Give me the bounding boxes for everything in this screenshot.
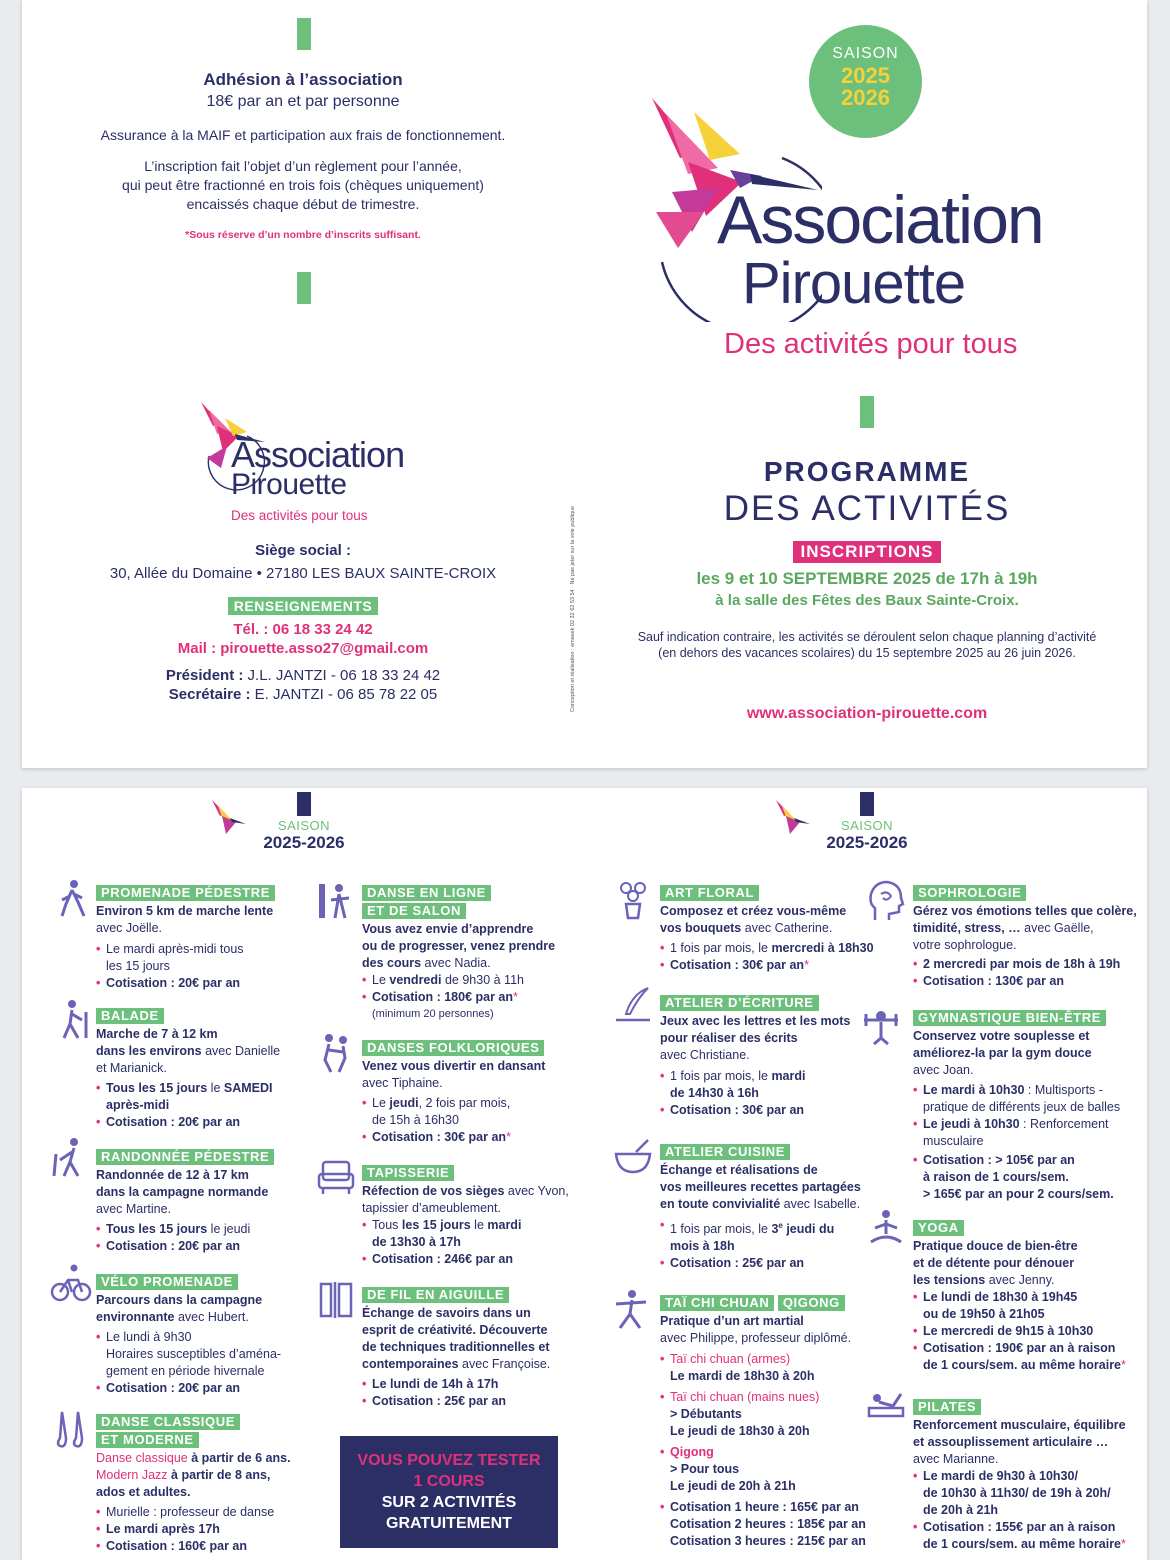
website-link[interactable]: www.association-pirouette.com [746, 705, 988, 722]
print-credit: Conception et réalisation : emasek 02 32 62 53 54 · Ne pas jeter sur la voie publique [570, 505, 576, 712]
activity-title-line2: ET MODERNE [96, 1432, 199, 1448]
adhesion-price: 18€ par an et par personne [206, 93, 400, 110]
activity-title: RANDONNÉE PÉDESTRE [96, 1149, 274, 1165]
activity-promenade: PROMENADE PÉDESTRE Environ 5 km de marche lente avec Joëlle. • Le mardi après-midi tous les 15 jours • Cotisation : 20€ par an [96, 885, 296, 992]
season-header: SAISON 2025-2026 [263, 818, 345, 852]
inscriptions-date: les 9 et 10 SEPTEMBRE 2025 de 17h à 19h [696, 569, 1038, 588]
email: Mail : pirouette.asso27@gmail.com [177, 640, 429, 657]
green-divider [860, 396, 874, 428]
hummingbird-icon [208, 798, 248, 844]
activity-balade: BALADE Marche de 7 à 12 km dans les environs avec Danielle et Marianick. • Tous les 15 jours le SAMEDI après-midi • Cotisation : 20€ par an [96, 1008, 296, 1131]
small-logo-association: Association [231, 434, 405, 475]
activity-title: BALADE [96, 1008, 164, 1024]
navy-divider [297, 792, 311, 816]
season-header: SAISON 2025-2026 [826, 818, 908, 852]
activity-title: YOGA [913, 1220, 964, 1236]
reserve-note: *Sous réserve d’un nombre d’inscrits suffisant. [185, 229, 421, 241]
activity-title: DANSE EN LIGNE [362, 885, 491, 901]
activity-title: PROMENADE PÉDESTRE [96, 885, 275, 901]
main-logo-tagline: Des activités pour tous [724, 328, 1018, 360]
activity-title: VÉLO PROMENADE [96, 1274, 238, 1290]
hiker-icon [52, 998, 94, 1040]
activity-velo: VÉLO PROMENADE Parcours dans la campagne environnante avec Hubert. • Le lundi à 9h30 Horaires susceptibles d’aména- gement en période hivernale • Cotisation : 20€ par an [96, 1274, 296, 1397]
trekker-icon [50, 1136, 92, 1178]
clothes-icon [315, 1278, 357, 1320]
activity-title: ATELIER D’ÉCRITURE [660, 995, 819, 1011]
small-logo [187, 396, 417, 526]
navy-divider [860, 792, 874, 816]
president-line: Président : J.L. JANTZI - 06 18 33 24 42 [165, 667, 441, 684]
brochure-inside [22, 788, 1147, 1560]
activity-title: DANSE CLASSIQUE [96, 1414, 240, 1430]
small-logo-pirouette: Pirouette [231, 468, 347, 501]
activity-fil-aiguille: DE FIL EN AIGUILLE Échange de savoirs dans un esprit de créativité. Découverte de techniques traditionnelles et contemporaines avec Françoise. • Le lundi de 14h à 17h • Cotisation : 25€ par an [362, 1287, 572, 1410]
activity-title: DE FIL EN AIGUILLE [362, 1287, 509, 1303]
schedule-note: Sauf indication contraire, les activités se déroulent selon chaque planning d’activité (en dehors des vacances scolaires) du 15 septembre 2025 au 26 juin 2026. [637, 630, 1097, 660]
main-logo-pirouette: Pirouette [742, 251, 966, 316]
main-logo [622, 92, 1122, 362]
flower-bouquet-icon [612, 878, 654, 920]
green-divider [297, 18, 311, 50]
armchair-icon [315, 1156, 357, 1198]
free-trial-box: VOUS POUVEZ TESTER 1 COURS SUR 2 ACTIVITÉS GRATUITEMENT [340, 1436, 558, 1548]
adhesion-title: Adhésion à l’association [203, 70, 403, 89]
activity-title: PILATES [913, 1399, 981, 1415]
activity-danse-ligne: DANSE EN LIGNE ET DE SALON Vous avez envie d’apprendre ou de progresser, venez prendre des cours avec Nadia. • Le vendredi de 9h30 à 11h • Cotisation : 180€ par an* (minimum 20 personnes) [362, 885, 572, 1023]
quill-pen-icon [612, 984, 654, 1026]
activity-yoga: YOGA Pratique douce de bien-être et de détente pour dénouer les tensions avec Jenny. • Le lundi de 18h30 à 19h45 ou de 19h50 à 21h05 • Le mercredi de 9h15 à 10h30 • Cotisation : 190€ par an à raison de 1 cours/sem. au même horaire* [913, 1220, 1138, 1374]
activity-folkloriques: DANSES FOLKLORIQUES Venez vous divertir en dansant avec Tiphaine. • Le jeudi, 2 fois par mois, de 15h à 16h30 • Cotisation : 30€ par an* [362, 1040, 572, 1146]
activity-ecriture: ATELIER D’ÉCRITURE Jeux avec les lettres et les mots pour réaliser des écrits avec Christiane. • 1 fois par mois, le mardi de 14h30 à 16h • Cotisation : 30€ par an [660, 995, 880, 1119]
ballet-shoes-icon [52, 1408, 94, 1450]
activity-title: SOPHROLOGIE [913, 885, 1026, 901]
activity-title-line2: ET DE SALON [362, 903, 466, 919]
activity-danse-classique: DANSE CLASSIQUE ET MODERNE Danse classique à partir de 6 ans. Modern Jazz à partir de 8 ans, ados et adultes. • Murielle : professeur de danse • Le mardi après 17h • Cotisation : 160€ par an [96, 1414, 306, 1555]
green-divider [297, 272, 311, 304]
activity-pilates: PILATES Renforcement musculaire, équilibre et assouplissement articulaire … avec Marianne. • Le mardi de 9h30 à 10h30/ de 10h30 à 11h30/ de 19h à 20h/ de 20h à 21h • Cotisation : 155€ par an à raison de 1 cours/sem. au même horaire* [913, 1399, 1138, 1553]
programme-title: PROGRAMME [763, 456, 971, 487]
hummingbird-icon [772, 798, 812, 844]
brochure-cover [22, 0, 1147, 768]
programme-section [607, 456, 1127, 723]
walking-person-icon [52, 878, 94, 920]
martial-arts-icon [610, 1288, 652, 1330]
activity-title: ART FLORAL [660, 885, 759, 901]
activity-cuisine: ATELIER CUISINE Échange et réalisations de vos meilleures recettes partagées en toute convivialité avec Isabelle. • 1 fois par mois, le 3e jeudi du mois à 18h • Cotisation : 25€ par an [660, 1144, 880, 1272]
bicycle-icon [50, 1262, 92, 1304]
activity-sophrologie: SOPHROLOGIE Gérez vos émotions telles que colère, timidité, stress, … avec Gaëlle, votre sophrologue. • 2 mercredi par mois de 18h à 19h • Cotisation : 130€ par an [913, 885, 1138, 990]
inscriptions-label: INSCRIPTIONS [793, 541, 942, 563]
activity-title: GYMNASTIQUE BIEN-ÊTRE [913, 1010, 1106, 1026]
payment-text: L’inscription fait l’objet d’un règlement pour l’année, qui peut être fractionné en trois fois (chèques uniquement) encaissés chaque début de trimestre. [122, 158, 484, 212]
activity-title-qigong: QIGONG [778, 1295, 845, 1311]
main-logo-association: Association [717, 182, 1043, 258]
activity-randonnee: RANDONNÉE PÉDESTRE Randonnée de 12 à 17 km dans la campagne normande avec Martine. • Tous les 15 jours le jeudi • Cotisation : 20€ par an [96, 1149, 296, 1255]
adhesion-section [62, 70, 544, 241]
mixing-bowl-icon [612, 1136, 654, 1178]
activity-title: TAÏ CHI CHUAN [660, 1295, 774, 1311]
activity-gymnastique: GYMNASTIQUE BIEN-ÊTRE Conservez votre souplesse et améliorez-la par la gym douce avec Joan. • Le mardi à 10h30 : Multisports - pratique de différents jeux de balles • Le jeudi à 10h30 : Renforcement musculaire • Cotisation : > 105€ par an à raison de 1 cours/sem. > 165€ par an pour 2 cours/sem. [913, 1010, 1138, 1203]
activity-tai-chi: TAÏ CHI CHUAN QIGONG Pratique d’un art martial avec Philippe, professeur diplômé. • Taï chi chuan (armes) Le mardi de 18h30 à 20h • Taï chi chuan (mains nues) > Débutants Le jeudi de 18h30 à 20h • Qigong > Pour tous Le jeudi de 20h à 21h • Cotisation 1 heure : 165€ par an Cotisation 2 heures : 185€ par an Cotisation 3 heures : 215€ par an [660, 1295, 890, 1550]
saison-badge: SAISON 2025 2026 [809, 25, 922, 138]
siege-label: Siège social : [255, 542, 351, 559]
small-logo-tagline: Des activités pour tous [231, 508, 368, 523]
activity-art-floral: ART FLORAL Composez et créez vous-même vos bouquets avec Catherine. • 1 fois par mois, le mercredi à 18h30 • Cotisation : 30€ par an* [660, 885, 880, 974]
phone: Tél. : 06 18 33 24 42 [233, 621, 373, 638]
insurance-text: Assurance à la MAIF et participation aux frais de fonctionnement. [100, 127, 506, 143]
renseignements-label: RENSEIGNEMENTS [228, 597, 378, 615]
inscriptions-place: à la salle des Fêtes des Baux Sainte-Croix. [715, 592, 1019, 609]
activity-title: TAPISSERIE [362, 1165, 454, 1181]
couple-dancing-icon [315, 1032, 357, 1074]
des-activites-title: DES ACTIVITÉS [723, 489, 1011, 528]
activity-title: ATELIER CUISINE [660, 1144, 790, 1160]
siege-address: 30, Allée du Domaine • 27180 LES BAUX SAINTE-CROIX [109, 565, 497, 582]
activity-tapisserie: TAPISSERIE Réfection de vos sièges avec Yvon, tapissier d’ameublement. • Tous les 15 jours le mardi de 13h30 à 17h • Cotisation : 246€ par an [362, 1165, 572, 1268]
dancers-icon [315, 880, 357, 922]
secretaire-line: Secrétaire : E. JANTZI - 06 85 78 22 05 [168, 686, 438, 703]
activity-title: DANSES FOLKLORIQUES [362, 1040, 544, 1056]
contact-section [62, 542, 544, 703]
